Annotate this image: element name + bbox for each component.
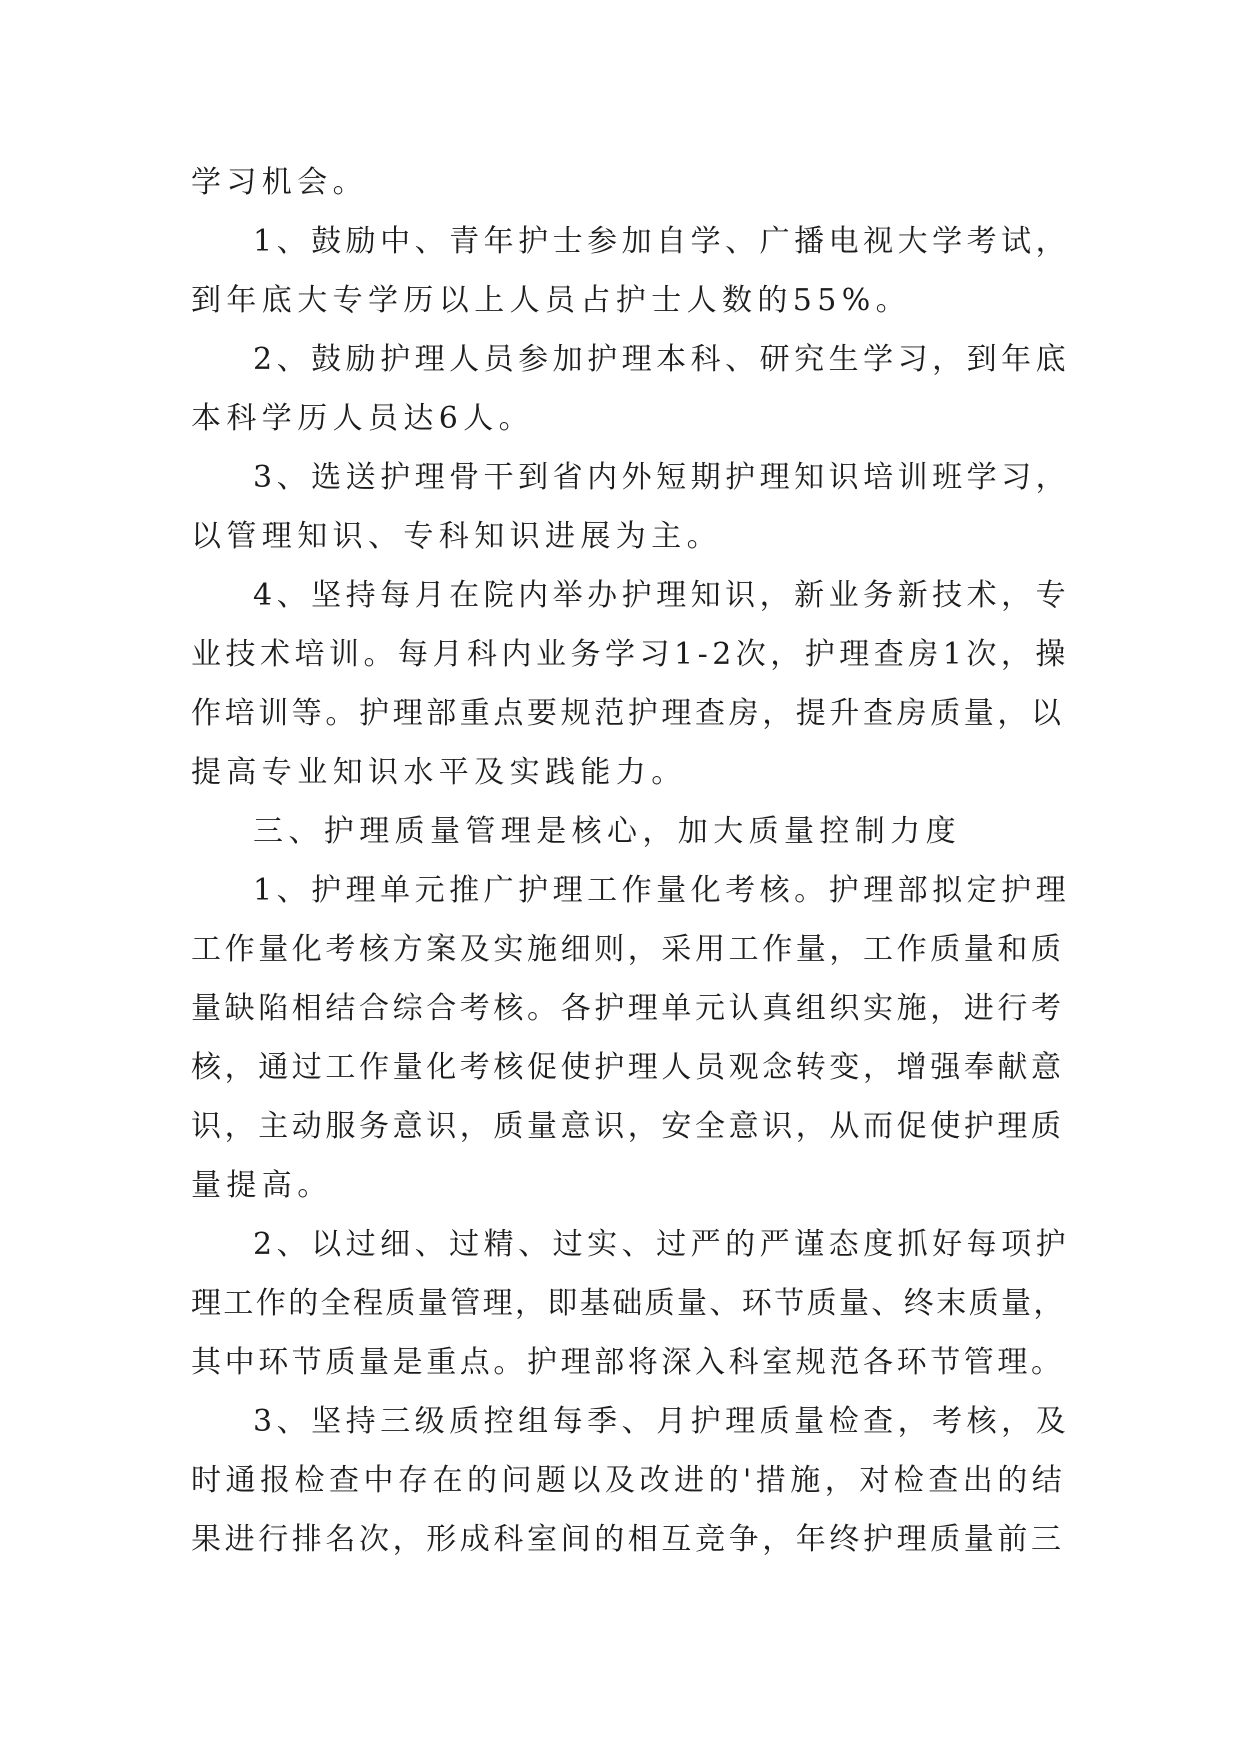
text-line: 3、选送护理骨干到省内外短期护理知识培训班学习， xyxy=(253,460,1071,495)
document-body xyxy=(191,153,1071,1569)
text-line: 量提高。 xyxy=(191,1168,333,1203)
section-heading: 三、护理质量管理是核心，加大质量控制力度 xyxy=(253,814,961,849)
text-line: 作培训等。护理部重点要规范护理查房，提升查房质量，以 xyxy=(191,696,1065,731)
text-line: 学习机会。 xyxy=(191,165,368,200)
text-line: 2、鼓励护理人员参加护理本科、研究生学习，到年底 xyxy=(253,342,1071,377)
text-line: 时通报检查中存在的问题以及改进的'措施，对检查出的结 xyxy=(191,1463,1067,1498)
text-line: 2、以过细、过精、过实、过严的严谨态度抓好每项护 xyxy=(253,1227,1071,1262)
text-line: 工作量化考核方案及实施细则，采用工作量，工作质量和质 xyxy=(191,932,1065,967)
text-line: 到年底大专学历以上人员占护士人数的55%。 xyxy=(191,283,912,318)
text-line: 业技术培训。每月科内业务学习1-2次，护理查房1次，操 xyxy=(191,637,1070,672)
text-line: 1、鼓励中、青年护士参加自学、广播电视大学考试， xyxy=(253,224,1071,259)
text-line: 以管理知识、专科知识进展为主。 xyxy=(191,519,722,554)
text-line: 4、坚持每月在院内举办护理知识，新业务新技术，专 xyxy=(253,578,1071,613)
text-line: 3、坚持三级质控组每季、月护理质量检查，考核，及 xyxy=(253,1404,1071,1439)
text-line: 理工作的全程质量管理，即基础质量、环节质量、终末质量， xyxy=(191,1286,1066,1321)
text-line: 其中环节质量是重点。护理部将深入科室规范各环节管理。 xyxy=(191,1345,1065,1380)
text-line: 识，主动服务意识，质量意识，安全意识，从而促使护理质 xyxy=(191,1109,1065,1144)
text-line: 本科学历人员达6人。 xyxy=(191,401,535,436)
text-line: 量缺陷相结合综合考核。各护理单元认真组织实施，进行考 xyxy=(191,991,1065,1026)
text-line: 核，通过工作量化考核促使护理人员观念转变，增强奉献意 xyxy=(191,1050,1065,1085)
text-line: 果进行排名次，形成科室间的相互竞争，年终护理质量前三 xyxy=(191,1522,1065,1557)
text-line: 1、护理单元推广护理工作量化考核。护理部拟定护理 xyxy=(253,873,1071,908)
text-line: 提高专业知识水平及实践能力。 xyxy=(191,755,687,790)
